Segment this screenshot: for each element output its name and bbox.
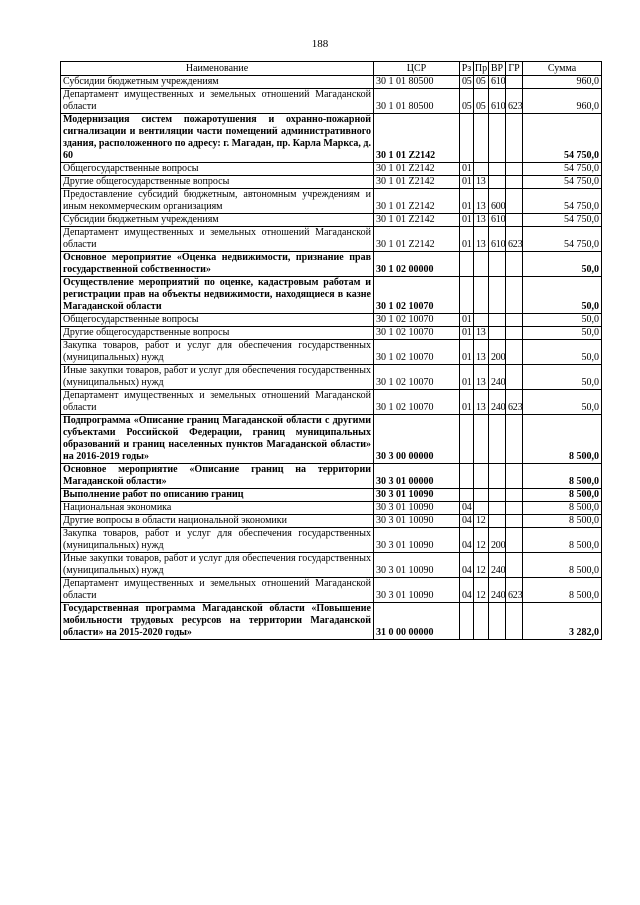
table-row xyxy=(61,515,602,528)
cell-vr xyxy=(489,252,506,277)
cell-rz: 01 xyxy=(460,327,474,340)
cell-csr: 30 3 01 10090 xyxy=(374,578,460,603)
cell-rz: 01 xyxy=(460,227,474,252)
cell-rz: 01 xyxy=(460,189,474,214)
cell-gr xyxy=(506,176,523,189)
cell-pr: 13 xyxy=(474,340,489,365)
cell-sum: 3 282,0 xyxy=(523,603,602,640)
cell-sum: 8 500,0 xyxy=(523,553,602,578)
table-row xyxy=(61,227,602,252)
cell-pr xyxy=(474,314,489,327)
cell-sum: 50,0 xyxy=(523,277,602,314)
cell-pr: 12 xyxy=(474,528,489,553)
table-row xyxy=(61,314,602,327)
cell-pr: 13 xyxy=(474,227,489,252)
cell-gr xyxy=(506,553,523,578)
cell-csr: 30 3 01 10090 xyxy=(374,528,460,553)
cell-gr xyxy=(506,515,523,528)
cell-sum: 8 500,0 xyxy=(523,578,602,603)
cell-sum: 54 750,0 xyxy=(523,214,602,227)
cell-rz: 01 xyxy=(460,314,474,327)
cell-sum: 50,0 xyxy=(523,365,602,390)
cell-csr: 30 1 02 10070 xyxy=(374,365,460,390)
cell-rz: 01 xyxy=(460,163,474,176)
cell-gr: 623 xyxy=(506,390,523,415)
cell-name: Государственная программа Магаданской области «Повышение мобильности трудовых ресурсов на территории Магаданской области» на 2015-2020 годы» xyxy=(61,603,374,640)
cell-csr: 30 3 00 00000 xyxy=(374,415,460,464)
cell-name: Общегосударственные вопросы xyxy=(61,314,374,327)
cell-vr xyxy=(489,415,506,464)
cell-sum: 8 500,0 xyxy=(523,415,602,464)
cell-pr: 12 xyxy=(474,578,489,603)
cell-csr: 30 1 02 00000 xyxy=(374,252,460,277)
cell-rz xyxy=(460,415,474,464)
cell-name: Основное мероприятие «Оценка недвижимости, признание прав государственной собственности» xyxy=(61,252,374,277)
cell-vr: 610 xyxy=(489,227,506,252)
cell-pr xyxy=(474,114,489,163)
cell-name: Департамент имущественных и земельных отношений Магаданской области xyxy=(61,227,374,252)
cell-gr xyxy=(506,415,523,464)
cell-pr: 13 xyxy=(474,390,489,415)
cell-pr: 12 xyxy=(474,515,489,528)
cell-gr xyxy=(506,214,523,227)
cell-rz xyxy=(460,489,474,502)
cell-sum: 8 500,0 xyxy=(523,528,602,553)
cell-gr: 623 xyxy=(506,578,523,603)
cell-gr xyxy=(506,76,523,89)
header-csr: ЦСР xyxy=(374,62,460,76)
cell-name: Закупка товаров, работ и услуг для обеспечения государственных (муниципальных) нужд xyxy=(61,528,374,553)
cell-gr xyxy=(506,314,523,327)
cell-rz xyxy=(460,252,474,277)
cell-pr: 05 xyxy=(474,89,489,114)
table-row xyxy=(61,277,602,314)
cell-sum: 50,0 xyxy=(523,252,602,277)
header-vr: ВР xyxy=(489,62,506,76)
cell-csr: 30 1 02 10070 xyxy=(374,390,460,415)
table-row xyxy=(61,89,602,114)
cell-gr xyxy=(506,189,523,214)
table-row xyxy=(61,365,602,390)
cell-vr xyxy=(489,327,506,340)
header-gr: ГР xyxy=(506,62,523,76)
cell-vr: 610 xyxy=(489,76,506,89)
cell-name: Другие общегосударственные вопросы xyxy=(61,176,374,189)
table-row xyxy=(61,214,602,227)
cell-name: Выполнение работ по описанию границ xyxy=(61,489,374,502)
cell-csr: 30 1 01 80500 xyxy=(374,76,460,89)
table-row xyxy=(61,528,602,553)
cell-sum: 50,0 xyxy=(523,390,602,415)
cell-rz: 05 xyxy=(460,89,474,114)
cell-vr xyxy=(489,314,506,327)
header-name: Наименование xyxy=(61,62,374,76)
cell-csr: 30 1 02 10070 xyxy=(374,277,460,314)
cell-sum: 50,0 xyxy=(523,327,602,340)
cell-gr xyxy=(506,528,523,553)
cell-csr: 30 3 01 00000 xyxy=(374,464,460,489)
header-rz: Рз xyxy=(460,62,474,76)
cell-csr: 30 1 02 10070 xyxy=(374,314,460,327)
cell-vr xyxy=(489,114,506,163)
table-row xyxy=(61,502,602,515)
cell-sum: 8 500,0 xyxy=(523,489,602,502)
cell-csr: 30 3 01 10090 xyxy=(374,489,460,502)
header-pr: Пр xyxy=(474,62,488,74)
table-row xyxy=(61,163,602,176)
cell-csr: 30 1 01 Z2142 xyxy=(374,189,460,214)
page-number: 188 xyxy=(311,38,329,50)
cell-name: Департамент имущественных и земельных отношений Магаданской области xyxy=(61,390,374,415)
table-row xyxy=(61,252,602,277)
cell-sum: 960,0 xyxy=(523,76,602,89)
cell-pr: 13 xyxy=(474,176,489,189)
cell-csr: 30 3 01 10090 xyxy=(374,502,460,515)
cell-rz xyxy=(460,464,474,489)
cell-rz: 04 xyxy=(460,515,474,528)
cell-vr xyxy=(489,163,506,176)
cell-name: Предоставление субсидий бюджетным, автономным учреждениям и иным некоммерческим организациям xyxy=(61,189,374,214)
cell-rz: 01 xyxy=(460,390,474,415)
cell-rz xyxy=(460,114,474,163)
cell-rz: 04 xyxy=(460,528,474,553)
table-row xyxy=(61,553,602,578)
cell-pr xyxy=(474,415,489,464)
cell-gr xyxy=(506,489,523,502)
cell-vr: 240 xyxy=(489,553,506,578)
cell-gr xyxy=(506,252,523,277)
cell-pr: 13 xyxy=(474,327,489,340)
cell-sum: 54 750,0 xyxy=(523,227,602,252)
cell-pr xyxy=(474,489,489,502)
cell-pr xyxy=(474,502,489,515)
cell-name: Другие вопросы в области национальной экономики xyxy=(61,515,374,528)
cell-vr: 610 xyxy=(489,214,506,227)
cell-csr: 30 1 01 Z2142 xyxy=(374,176,460,189)
cell-csr: 30 1 01 Z2142 xyxy=(374,214,460,227)
cell-csr: 30 1 01 Z2142 xyxy=(374,163,460,176)
cell-vr: 600 xyxy=(489,189,506,214)
cell-sum: 54 750,0 xyxy=(523,114,602,163)
cell-pr: 13 xyxy=(474,189,489,214)
cell-gr xyxy=(506,163,523,176)
table-row xyxy=(61,464,602,489)
cell-csr: 30 1 01 Z2142 xyxy=(374,114,460,163)
cell-pr xyxy=(474,163,489,176)
cell-vr: 610 xyxy=(489,89,506,114)
cell-sum: 50,0 xyxy=(523,340,602,365)
cell-vr: 200 xyxy=(489,528,506,553)
table-row xyxy=(61,340,602,365)
cell-pr: 12 xyxy=(474,553,489,578)
cell-csr: 30 1 01 Z2142 xyxy=(374,227,460,252)
cell-rz: 04 xyxy=(460,553,474,578)
cell-sum: 960,0 xyxy=(523,89,602,114)
cell-vr xyxy=(489,277,506,314)
cell-sum: 8 500,0 xyxy=(523,464,602,489)
cell-rz: 01 xyxy=(460,214,474,227)
cell-sum: 54 750,0 xyxy=(523,189,602,214)
cell-vr: 240 xyxy=(489,578,506,603)
cell-csr: 30 1 02 10070 xyxy=(374,340,460,365)
table-row xyxy=(61,603,602,640)
table-row xyxy=(61,114,602,163)
cell-sum: 8 500,0 xyxy=(523,515,602,528)
cell-csr: 30 1 02 10070 xyxy=(374,327,460,340)
cell-name: Национальная экономика xyxy=(61,502,374,515)
cell-gr xyxy=(506,114,523,163)
cell-name: Модернизация систем пожаротушения и охранно-пожарной сигнализации и вентиляции части помещений административного здания, расположенного по адресу: г. Магадан, пр. Карла Маркса, д. 60 xyxy=(61,114,374,163)
cell-name: Иные закупки товаров, работ и услуг для обеспечения государственных (муниципальных) нужд xyxy=(61,553,374,578)
cell-rz xyxy=(460,277,474,314)
table-row xyxy=(61,189,602,214)
table-row xyxy=(61,415,602,464)
cell-rz: 01 xyxy=(460,365,474,390)
cell-vr xyxy=(489,603,506,640)
cell-gr xyxy=(506,603,523,640)
cell-name: Основное мероприятие «Описание границ на территории Магаданской области» xyxy=(61,464,374,489)
cell-sum: 50,0 xyxy=(523,314,602,327)
cell-rz: 05 xyxy=(460,76,474,89)
table-row xyxy=(61,390,602,415)
cell-csr: 30 3 01 10090 xyxy=(374,515,460,528)
cell-pr xyxy=(474,464,489,489)
cell-name: Иные закупки товаров, работ и услуг для обеспечения государственных (муниципальных) нужд xyxy=(61,365,374,390)
cell-name: Департамент имущественных и земельных отношений Магаданской области xyxy=(61,89,374,114)
cell-vr xyxy=(489,464,506,489)
cell-name: Осуществление мероприятий по оценке, кадастровым работам и регистрации прав на объекты недвижимости, находящиеся в казне Магаданской области xyxy=(61,277,374,314)
cell-pr: 05 xyxy=(474,76,489,89)
cell-name: Закупка товаров, работ и услуг для обеспечения государственных (муниципальных) нужд xyxy=(61,340,374,365)
table-row xyxy=(61,578,602,603)
header-sum: Сумма xyxy=(523,62,602,76)
cell-rz: 01 xyxy=(460,340,474,365)
cell-sum: 8 500,0 xyxy=(523,502,602,515)
cell-sum: 54 750,0 xyxy=(523,163,602,176)
cell-vr: 200 xyxy=(489,340,506,365)
cell-pr xyxy=(474,252,489,277)
cell-name: Департамент имущественных и земельных отношений Магаданской области xyxy=(61,578,374,603)
cell-rz: 01 xyxy=(460,176,474,189)
cell-vr xyxy=(489,176,506,189)
cell-vr xyxy=(489,489,506,502)
cell-sum: 54 750,0 xyxy=(523,176,602,189)
cell-name: Субсидии бюджетным учреждениям xyxy=(61,214,374,227)
cell-rz: 04 xyxy=(460,578,474,603)
cell-gr xyxy=(506,365,523,390)
cell-gr xyxy=(506,502,523,515)
cell-gr: 623 xyxy=(506,89,523,114)
cell-rz: 04 xyxy=(460,502,474,515)
cell-csr: 31 0 00 00000 xyxy=(374,603,460,640)
cell-vr xyxy=(489,515,506,528)
cell-csr: 30 3 01 10090 xyxy=(374,553,460,578)
cell-gr xyxy=(506,464,523,489)
cell-vr: 240 xyxy=(489,365,506,390)
cell-gr xyxy=(506,327,523,340)
cell-name: Подпрограмма «Описание границ Магаданской области с другими субъектами Российской Федерации, границ муниципальных образований и границ населенных пунктов Магаданской области» на 2016-2019 годы» xyxy=(61,415,374,464)
cell-name: Другие общегосударственные вопросы xyxy=(61,327,374,340)
table-row xyxy=(61,76,602,89)
table-body xyxy=(61,76,602,640)
cell-pr: 13 xyxy=(474,365,489,390)
cell-rz xyxy=(460,603,474,640)
table-row xyxy=(61,176,602,189)
cell-pr xyxy=(474,277,489,314)
cell-name: Общегосударственные вопросы xyxy=(61,163,374,176)
table-row xyxy=(61,489,602,502)
cell-csr: 30 1 01 80500 xyxy=(374,89,460,114)
cell-name: Субсидии бюджетным учреждениям xyxy=(61,76,374,89)
cell-gr xyxy=(506,277,523,314)
cell-gr: 623 xyxy=(506,227,523,252)
budget-table xyxy=(60,61,602,640)
cell-pr xyxy=(474,603,489,640)
cell-vr: 240 xyxy=(489,390,506,415)
table-row xyxy=(61,327,602,340)
table-header-row xyxy=(61,62,602,76)
cell-vr xyxy=(489,502,506,515)
cell-pr: 13 xyxy=(474,214,489,227)
cell-gr xyxy=(506,340,523,365)
